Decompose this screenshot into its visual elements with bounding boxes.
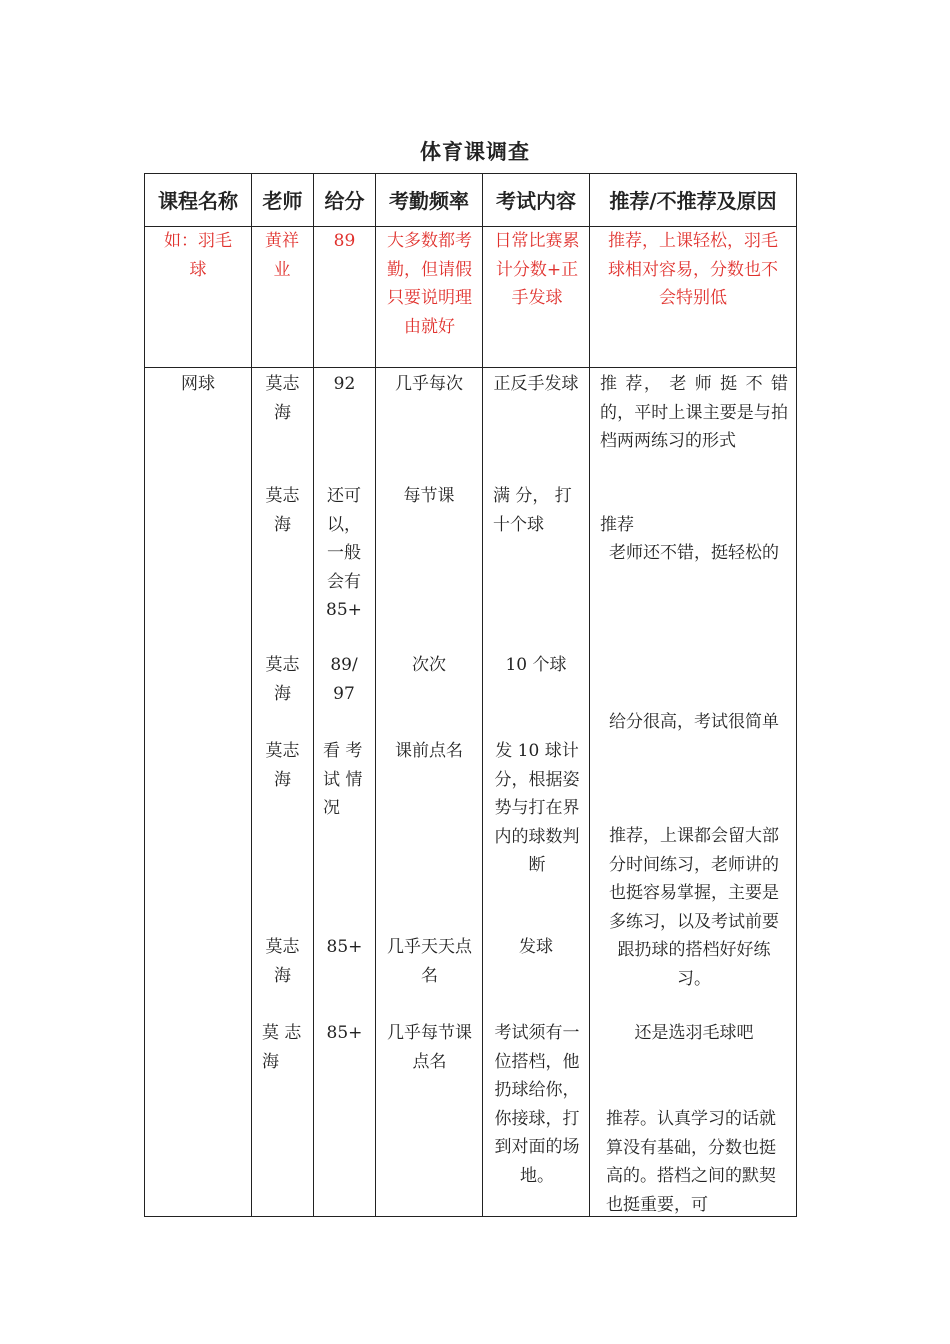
example-exam: 日常比赛累计分数+正手发球 bbox=[494, 231, 580, 309]
exam-cell: 考试须有一位搭档，他扔球给你，你接球，打到对面的场地。 bbox=[494, 1023, 580, 1186]
teacher-cell: 莫志海 bbox=[265, 741, 300, 790]
score-cell: 85+ bbox=[326, 937, 363, 957]
teacher-cell: 莫志海 bbox=[265, 937, 300, 986]
teacher-cell: 莫 志海 bbox=[262, 1023, 302, 1072]
teacher-cell: 莫志海 bbox=[265, 374, 300, 423]
table-col-divider bbox=[482, 173, 483, 1217]
header-exam: 考试内容 bbox=[496, 189, 576, 213]
exam-cell: 发球 bbox=[519, 937, 553, 957]
table-border-left bbox=[144, 173, 145, 1217]
example-score: 89 bbox=[333, 231, 356, 251]
exam-cell: 满 分， 打十个球 bbox=[493, 486, 572, 535]
recommendation-cell: 推 荐， 老 师 挺 不 错的，平时上课主要是与拍档两两练习的形式 bbox=[600, 374, 788, 452]
table-col-divider bbox=[589, 173, 590, 1217]
table-col-divider bbox=[251, 173, 252, 1217]
header-teacher: 老师 bbox=[262, 189, 303, 213]
course-name: 网球 bbox=[181, 374, 215, 394]
header-course: 课程名称 bbox=[158, 189, 238, 213]
recommendation-cell: 推荐，上课都会留大部分时间练习，老师讲的也挺容易掌握，主要是多练习，以及考试前要跟扔球的搭档好好练习。 bbox=[609, 826, 779, 989]
exam-cell: 10 个球 bbox=[505, 655, 567, 675]
recommendation-cell: 给分很高，考试很简单 bbox=[609, 712, 779, 732]
score-cell: 89/97 bbox=[330, 655, 358, 704]
table-border-right bbox=[796, 173, 797, 1217]
header-score: 给分 bbox=[324, 189, 365, 213]
table-col-divider bbox=[375, 173, 376, 1217]
recommendation-cell: 还是选羽毛球吧 bbox=[634, 1023, 754, 1043]
table-border-top bbox=[144, 173, 797, 174]
attendance-cell: 几乎每节课点名 bbox=[387, 1023, 472, 1072]
recommendation-cell: 推荐。认真学习的话就算没有基础，分数也挺高的。搭档之间的默契也挺重要，可 bbox=[606, 1109, 776, 1215]
teacher-cell: 莫志海 bbox=[265, 486, 300, 535]
example-course: 如：羽毛球 bbox=[164, 231, 232, 280]
exam-cell: 正反手发球 bbox=[493, 374, 579, 394]
header-attendance: 考勤频率 bbox=[389, 189, 469, 213]
header-recommendation: 推荐/不推荐及原因 bbox=[609, 189, 777, 213]
score-cell: 85+ bbox=[326, 1023, 363, 1043]
table-row-divider bbox=[144, 367, 797, 368]
attendance-cell: 几乎天天点名 bbox=[387, 937, 472, 986]
score-cell: 看 考试 情况 bbox=[323, 741, 363, 819]
teacher-cell: 莫志海 bbox=[265, 655, 300, 704]
attendance-cell: 次次 bbox=[412, 655, 446, 675]
example-recommendation: 推荐，上课轻松，羽毛球相对容易，分数也不会特别低 bbox=[608, 231, 778, 309]
recommendation-cell: 老师还不错，挺轻松的 bbox=[609, 543, 779, 563]
score-cell: 还可以，一般会有85+ bbox=[326, 486, 362, 621]
score-cell: 92 bbox=[333, 374, 356, 394]
recommendation-cell: 推荐 bbox=[600, 515, 634, 535]
example-teacher: 黄祥业 bbox=[265, 231, 299, 280]
attendance-cell: 课前点名 bbox=[395, 741, 463, 761]
example-attendance: 大多数都考勤，但请假只要说明理由就好 bbox=[387, 231, 472, 337]
exam-cell: 发 10 球计分，根据姿势与打在界内的球数判断 bbox=[494, 741, 580, 876]
attendance-cell: 每节课 bbox=[403, 486, 455, 506]
page-title: 体育课调查 bbox=[420, 140, 530, 164]
table-col-divider bbox=[313, 173, 314, 1217]
table-border-bottom bbox=[144, 1216, 797, 1217]
attendance-cell: 几乎每次 bbox=[395, 374, 463, 394]
